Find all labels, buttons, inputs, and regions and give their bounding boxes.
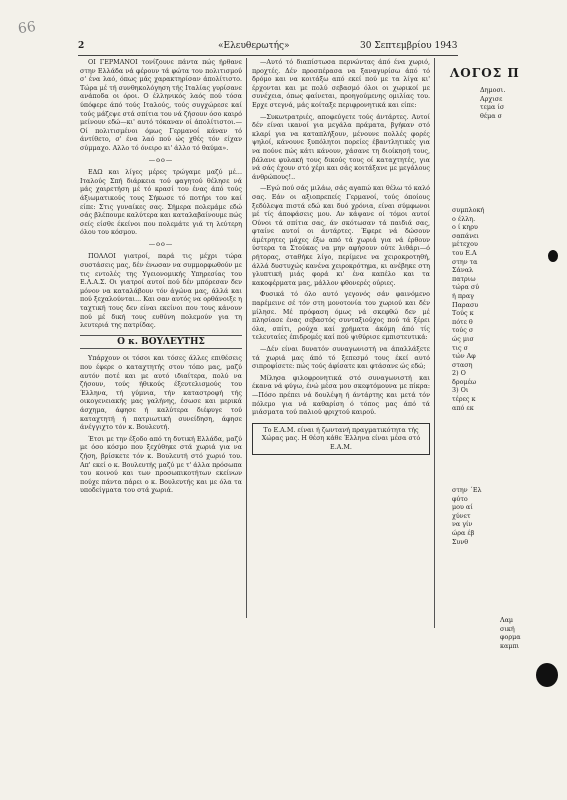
column-left	[80, 58, 242, 618]
newspaper-name: «Ελευθερωτής»	[218, 41, 290, 51]
section-divider: —oo—	[148, 239, 174, 248]
pencil-annotation: 66	[16, 18, 37, 38]
adjacent-title: ΛΟΓΟΣ Π	[450, 66, 520, 80]
article-mp-para-7: —Δέν είναι δυνατόν συναγωνιστή να άπαλλάξετε τά χωριά μας άπό τό ξεπεσμό τους έκεί αυτό σιπροφίσετε: πώς τούς άφίσατε και φτάσανε ώς εδώ;	[252, 345, 430, 371]
fragment-line: 2) Ο	[452, 369, 466, 378]
fragment-line: συμπλοκή	[452, 206, 485, 214]
article-mp-para-5: —Εγώ πού σάς μιλάω, σάς αγαπώ και θέλω τό καλό σας. Εάν οι αξιοπρεπείς Γερμανοί, τούς όποίους ξεδύλεψα πιστά εδώ και δυό χρόνια, είναι σύμφωνοι μέ τίς άποφάσεις μου. Αν κάψανε οί τόμοι αυτοί Ούνοι τά σπίτια σας, άν σκότωσαν τά παιδιά σας, φταίνε αυτοί οι άντάρτες. Έφερε νά δώσουν άμέτρητες μάχες έξω από τά χωριά για νά έρθουν ύστερα τα Στούκας να μην αφήσουν ούτε λιθάρι—ό ρήτορας, σταθήκε λίγο, περίμενε να χειροκροτηθή, άλλά δυστυχώς κανένα χειροκρότημα, κι ανέβηκε στη γλυπτική μιάς φορά κι' ένα καπέλο και τα κακοφέρματα μας, μάλλον φθονερές ούριες.	[252, 184, 430, 287]
adjacent-fragment-b	[452, 206, 566, 412]
issue-date: 30 Σεπτεμβρίου 1943	[360, 41, 458, 51]
fragment-line: καμπι	[500, 641, 520, 650]
article-title-mp: Ο κ. ΒΟΥΛΕΥΤΗΣ	[80, 335, 242, 350]
fragment-line: Αρχισε	[480, 94, 503, 103]
adjacent-fragment-a	[480, 86, 566, 120]
fragment-line: Λαμ	[500, 616, 514, 624]
article-mp-para-8: Μίλησα φιλοφρονητικά στό συναγωνιστή και έκανα νά φύγω, ένώ μέσα μου σκεφτόμουνα με πίκρα:—Πόσο πρέπει νά δουλέψη ή άντάρτης και μετά τόν πόλεμο για νά καθαρίση ό τόπος μας άπό τά μιάσματα τού παλιού φριχτού καιρού.	[252, 373, 430, 417]
article-mp-para-6: Φυσικά τό όλο αυτό γεγονός σάν φαινόμενο παρέμεινε σέ τόν στη μονοτονία του χωριού και δέν μίλησε. Μέ πρόφαση όμως νά σκεφθώ δεν μέ πλησίασε ένας σεβαστός συνταξιούχος πού τά ξέρει όλα, σπίτι, ρούχα καί χρήματα άκόμη άπό τίς τελευταίες έπιδρομές καί πού ψιθύρισε εμπιστευτικά:	[252, 290, 430, 342]
header-rule	[78, 55, 458, 56]
fragment-line: θέμα σ	[480, 111, 503, 120]
fragment-line: Παρασυ	[452, 300, 479, 309]
section-divider: —oo—	[148, 155, 174, 164]
article-mp-para-1: Υπάρχουν οι τόσοι και τόσες άλλες επιθέσεις που έφερε ο καταχτητής στον τόπο μας, μαζύ αυτόν ποτέ και με αυτό ιδιαίτερα, πολύ να ζήσουν, τούς ήθικούς έξευτελισμούς του Έλληνα, τή γύμνια, τήν καταστροφή τής οικογενειακής μας γαλήνης, έσωσε και μερικά άσχημα, άφησε ή καλύτερα διέφυγε τού καταχτητή ή πατριωτική συνείδηση, άφησε άνέγγιχτο τόν κ. Βουλευτή.	[80, 354, 242, 432]
fragment-line: μου αί	[452, 503, 473, 512]
adjacent-fragment-d	[500, 616, 566, 650]
fragment-line: στην ΄Ελ	[452, 486, 482, 494]
fragment-line: τέρες κ	[452, 395, 476, 404]
fragment-line: στην τα	[452, 257, 478, 266]
article-mp-para-2: Έτσι με την έξοδο από τη δυτική Ελλάδα, μαζύ με όσο κόσμο που ξεχύθηκε στά χωριά για να ζήση, βρίσκετε τόν κ. Βουλευτή στό χωριό του. Απ' εκεί ο κ. Βουλευτής μαζύ με τ' άλλα πρόσωπα του κοινού και των προσωπικοτήτων εκείνων πούχε πάντα πάρει ο κ. Βουλευτής και με όλα τα υποδείγματα του στά χωριά.	[80, 434, 242, 495]
fragment-line: φορμα	[500, 633, 521, 642]
fragment-line: μέτεχου	[452, 240, 478, 249]
article-doctors: ΠΟΛΛΟΙ γιατροί, παρά τις μέχρι τώρα συστάσεις μας, δέν ένωσαν να συμμορφωθούν με τις εντολές της Υγειονομικής Υπηρεσίας του Ε.Λ.Α.Σ. Οι γιατροί αυτοί πού δέν μπόρεσαν δεν μόνον να καταλάβουν τόν άγώνα μας, άλλά και πού ξεχαλούνται... Και σαν αυτός να ορθάνοιξε η ταχτική τους δεν είναι εκείνοι που τους κάνουν πού μέ δική τους ευθύνη πολεμούν για τη λευτεριά της πατρίδας.	[80, 252, 242, 330]
fragment-line: τις σ	[452, 343, 469, 352]
fragment-line: να γίν	[452, 520, 473, 529]
fragment-line: ο ί κηρυ	[452, 223, 478, 232]
adjacent-fragment-c	[452, 486, 566, 546]
adjacent-page-bleed	[438, 56, 566, 656]
column-middle	[252, 58, 430, 678]
fragment-line: Τούς κ	[452, 309, 474, 318]
fragment-line: Συνθ	[452, 537, 469, 546]
fragment-line: πότε θ	[452, 317, 473, 326]
article-germans: ΟΙ ΓΕΡΜΑΝΟΙ τονίζουνε πάντα πώς ήρθανε στην Ελλάδα νά φέρουν τά φώτα του πολιτισμού σ' ένα λαό, όπως μάς χαρακτηρίσαν άπολίτιστο. Τώρα μέ τή συνθηκολόγηση τής Ιταλίας γυρίσανε ανάποδα οι όροι. Ο έλληνικός λαός πού τόσα ύπόφερε άπό τούς Ιταλούς, τούς συγχώρεσε καί τούς μάζεψε στά σπίτια του νά ζήσουν όσο καιρό μείνουν εδώ—κι' αυτό τόκαναν οί άπολίτιστοι.—Οί πολιτισμένοι όμως Γερμανοί κάναν τό άντίθετο, σ' ένα λαό πού ώς χθές τόν είχαν σύμμαχο. Αλλο τό όνειρο κι' άλλο τό θαύμα».	[80, 58, 242, 152]
fragment-line: σική	[500, 624, 515, 633]
fragment-line: τούς σ	[452, 326, 474, 335]
fragment-line: Δημοσι.	[480, 86, 506, 94]
fragment-line: χύνετ	[452, 511, 471, 520]
fragment-line: Σάναλ	[452, 266, 474, 275]
fragment-line: σαπάνει	[452, 231, 479, 240]
fragment-line: φύτο	[452, 494, 468, 503]
page-number: 2	[78, 41, 85, 51]
fragment-line: ή πραγ	[452, 291, 474, 300]
fragment-line: τών Αφ	[452, 352, 476, 361]
fragment-line: δρομέω	[452, 377, 477, 386]
column-divider-1	[246, 58, 247, 618]
article-mp-para-4: —Συκωτρατριές, αποφεύγετε τούς άντάρτες. Αυτοί δέν είναι ικανοί για μεγάλα πράματα, βγήκαν στό κλαρί για να καταπλήξουν, μένουνε πολλές φορές ψηλοί, κάνουνε ξυπόλητοι πορείες έβαντλητικές για να πούνε πώς κάτι κάνουν, χάσανε τη διοίκησή τους, βάλανε φυλακή τους δικούς τους οί καταχτητές, για νά σάς έχουν στό χέρι και σάς κοιτάξανε με μεγάλους άνθρώπους!..	[252, 112, 430, 181]
fragment-line: πατριω	[452, 274, 476, 283]
ink-blot	[548, 250, 558, 262]
fragment-line: 3) Οι	[452, 386, 469, 395]
fragment-line: ο έλλη.	[452, 214, 476, 223]
fragment-line: τώρα σύ	[452, 283, 480, 292]
article-italians: ΕΔΩ και λίγες μέρες τρώγαμε μαζύ μέ... Ιταλούς Σπή διάρκεια τού φαγητού θέλησε νά μάς χαιρετήση μέ τό κρασί του ένας άπό τούς άξιωματικούς τους Σήκωσε τό ποτήρι του καί είπε: Στις γυναίκες σας. Σήμερα πολεμάμε εδώ σάς βλέπουμε καλύτερα και καταλαβαίνουμε πώς σείς είσθε έκείνοι που πολεμάτε γιά τη λεύτερη όλου του κόσμου.	[80, 168, 242, 237]
fragment-line: από εκ	[452, 403, 474, 412]
column-divider-2	[434, 58, 435, 628]
fragment-line: ώρα έβ	[452, 528, 475, 537]
ink-blot	[536, 663, 558, 687]
eam-slogan-box: Το Ε.Α.Μ. είναι ή ζωντανή πραγματικότητα τής Χώρας μας. Η θέση κάθε Έλληνα είναι μέσα στό Ε.Α.Μ.	[252, 423, 430, 455]
fragment-line: του Ε.Α	[452, 248, 477, 257]
fragment-line: ώς μισ	[452, 334, 474, 343]
article-mp-para-3: —Αυτό τό διαπίστωσα περνώντας άπό ένα χωριό, προχτές. Δέν προσπέρασα να ξαναγυρίσω άπό τό δρόμο και να κοιτάξω από εκεί πού με τα λίγα κι' έρχονται και με πολύ σεβασμό όλοι οι χωρικοί με συνέχεια, όπως φαίνεται, προηγούμενης ομιλίας του. Ερχε στεγνά, μάς κοίταξε περιφρονητικά και είπε:	[252, 58, 430, 109]
fragment-line: τεμα ίσ	[480, 103, 505, 112]
fragment-line: σταση	[452, 360, 473, 369]
